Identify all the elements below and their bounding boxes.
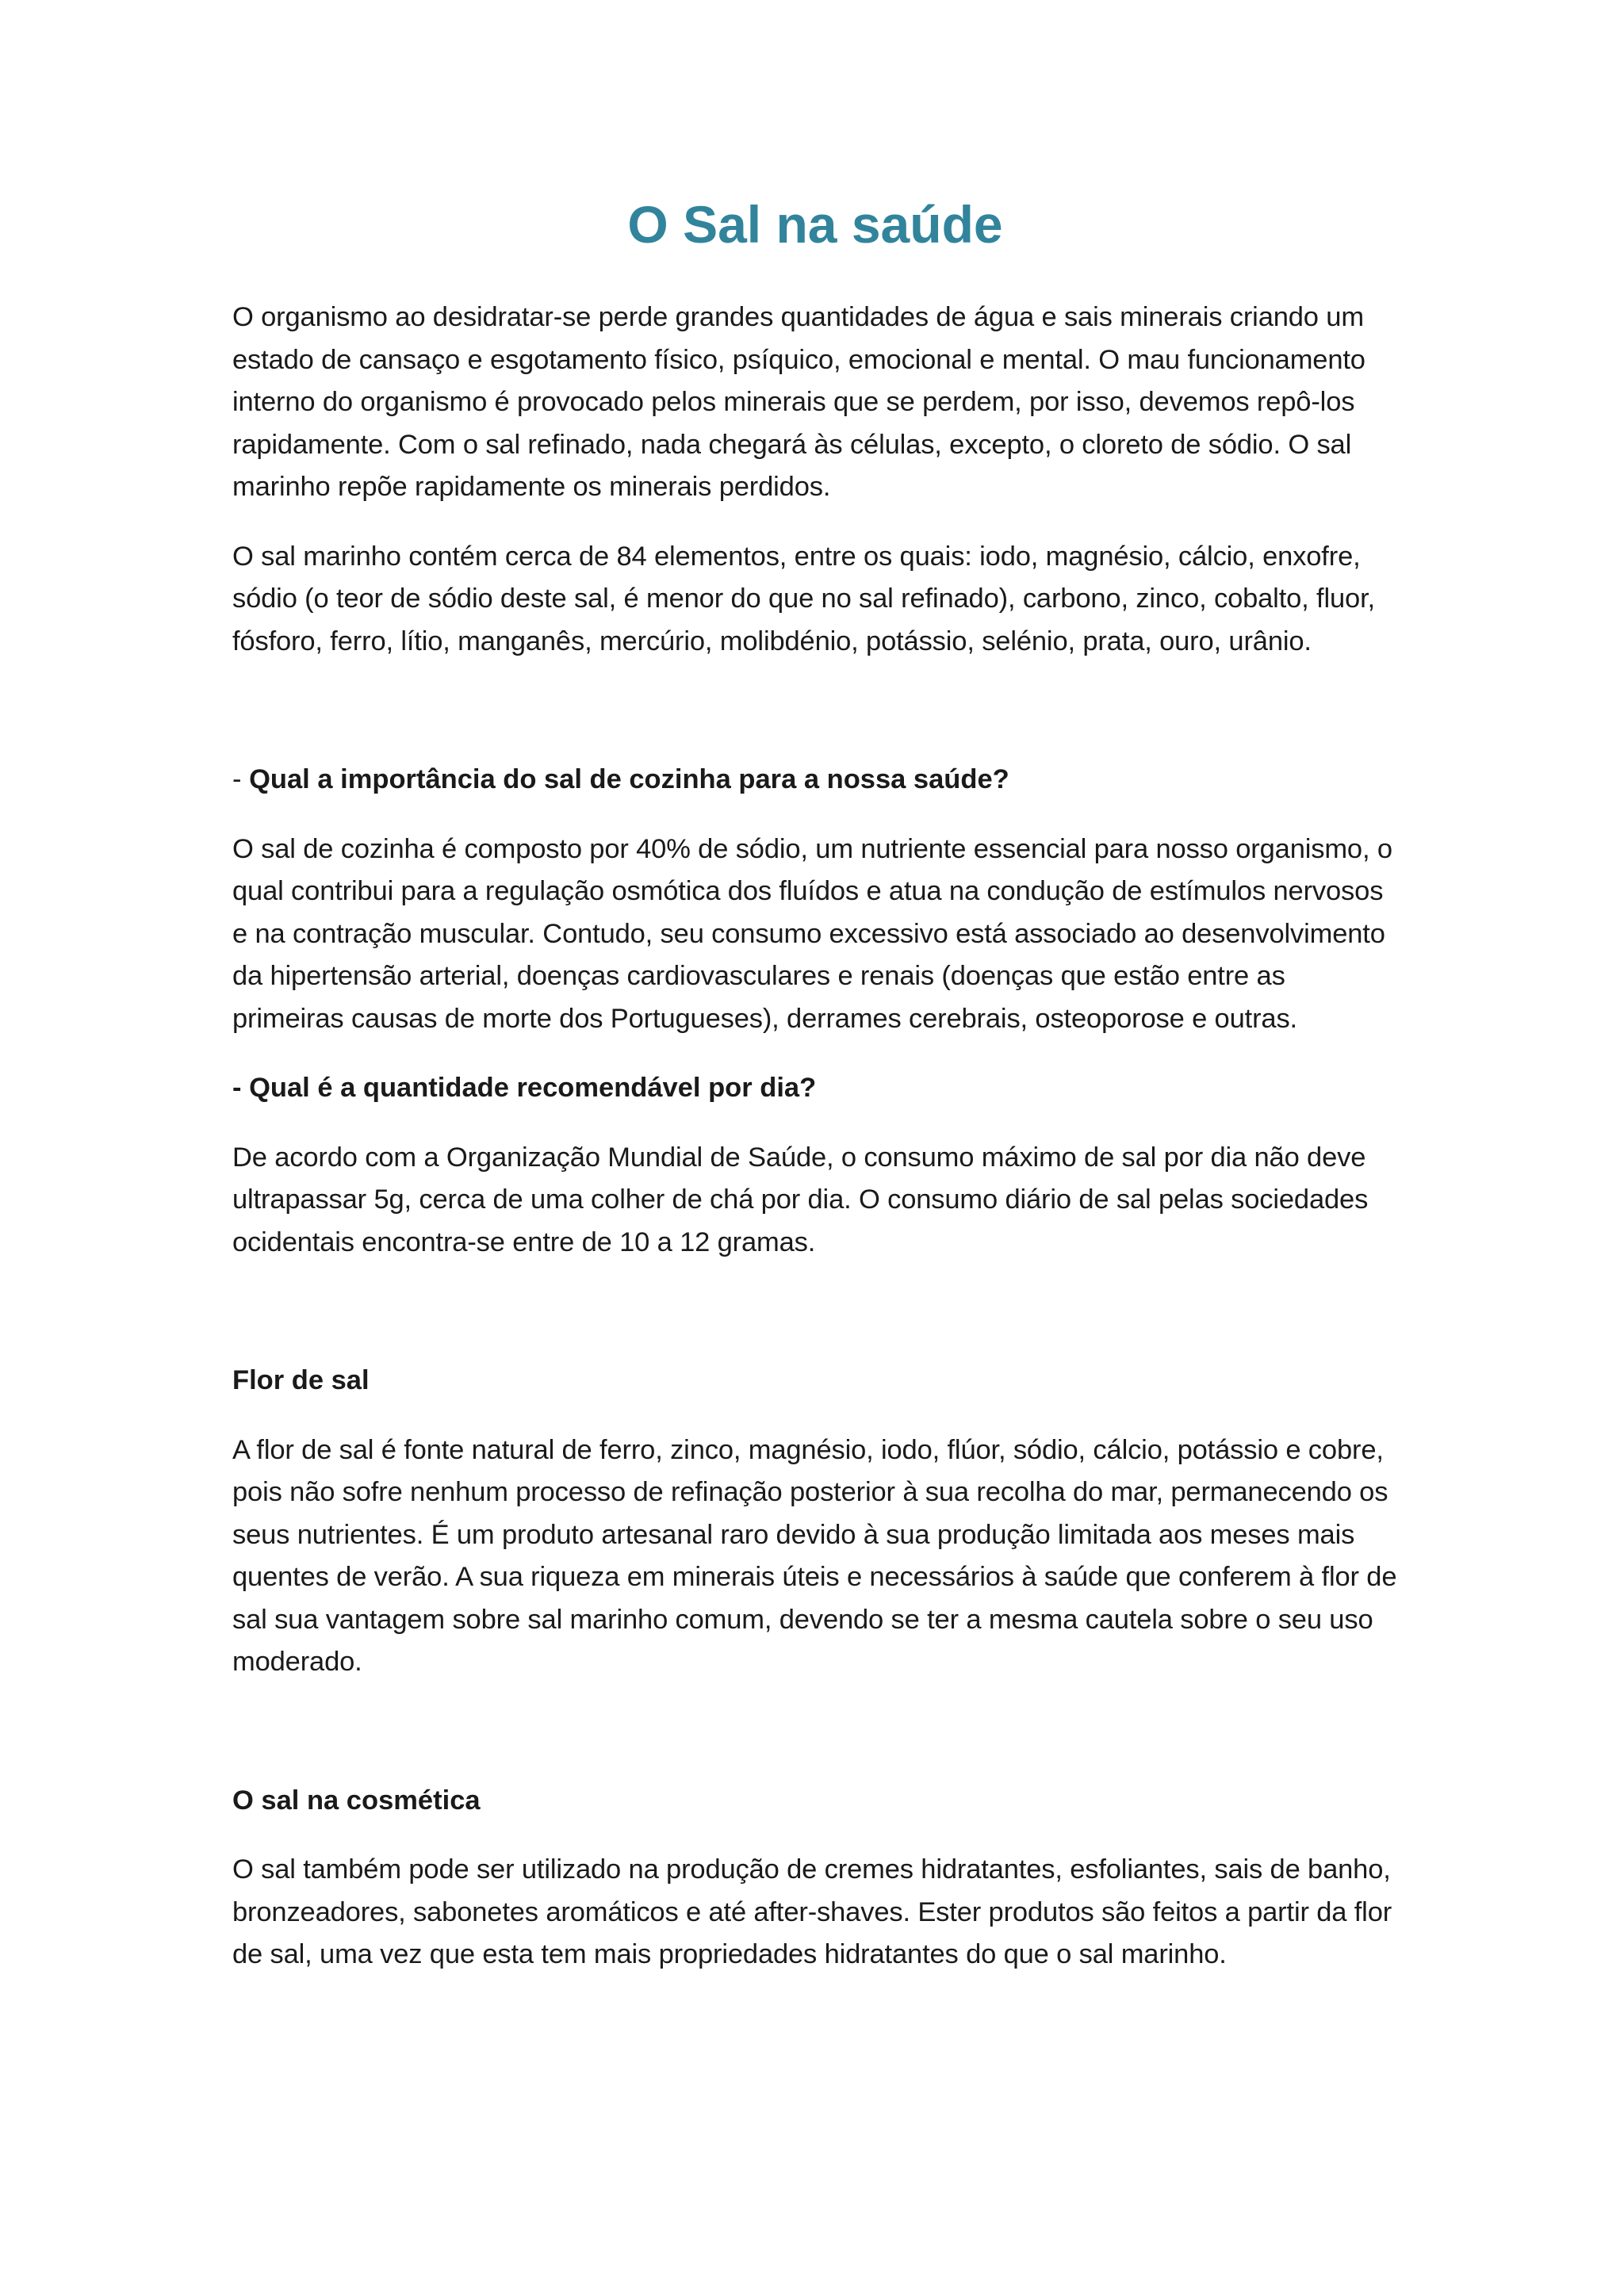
question-1-prefix: - bbox=[232, 764, 250, 794]
cosmetica-heading-text: O sal na cosmética bbox=[232, 1785, 481, 1816]
question-2-heading bbox=[232, 1067, 1398, 1110]
document-page bbox=[232, 190, 1398, 2003]
question-1-heading bbox=[232, 759, 1398, 802]
question-2-answer: De acordo com a Organização Mundial de Saúde, o consumo máximo de sal por dia não deve ultrapassar 5g, cerca de uma colher de chá por dia. O consumo diário de sal pelas sociedades ocidentais encontra-se entre de 10 a 12 gramas. bbox=[232, 1142, 1369, 1257]
section-gap bbox=[232, 690, 1398, 759]
flor-de-sal-heading bbox=[232, 1360, 1398, 1402]
intro-paragraph-1: O organismo ao desidratar-se perde grandes quantidades de água e sais minerais criando um estado de cansaço e esgotamento físico, psíquico, emocional e mental. O mau funcionamento interno do organismo é provocado pelos minerais que se perdem, por isso, devemos repô-los rapidamente. Com o sal refinado, nada chegará às células, excepto, o cloreto de sódio. O sal marinho repõe rapidamente os minerais perdidos. bbox=[232, 302, 1365, 502]
flor-de-sal-heading-text: Flor de sal bbox=[232, 1365, 370, 1395]
cosmetica-paragraph: O sal também pode ser utilizado na produção de cremes hidratantes, esfoliantes, sais de banho, bronzeadores, sabonetes aromáticos e até after-shaves. Ester produtos são feitos a partir da flor de sal, uma vez que esta tem mais propriedades hidratantes do que o sal marinho. bbox=[232, 1854, 1392, 1969]
cosmetica-heading bbox=[232, 1780, 1398, 1823]
section-gap bbox=[232, 1291, 1398, 1360]
page-title: O Sal na saúde bbox=[627, 195, 1003, 254]
flor-de-sal-paragraph: A flor de sal é fonte natural de ferro, zinco, magnésio, iodo, flúor, sódio, cálcio, potássio e cobre, pois não sofre nenhum processo de refinação posterior à sua recolha do mar, permanecendo os seus nutrientes. É um produto artesanal raro devido à sua produção limitada aos meses mais quentes de verão. A sua riqueza em minerais úteis e necessários à saúde que conferem à flor de sal sua vantagem sobre sal marinho comum, devendo se ter a mesma cautela sobre o seu uso moderado. bbox=[232, 1434, 1397, 1677]
section-gap bbox=[232, 1711, 1398, 1780]
question-1-text: Qual a importância do sal de cozinha para a nossa saúde? bbox=[249, 764, 1009, 794]
question-2-text: - Qual é a quantidade recomendável por dia? bbox=[232, 1073, 817, 1103]
intro-paragraph-2: O sal marinho contém cerca de 84 elementos, entre os quais: iodo, magnésio, cálcio, enxofre, sódio (o teor de sódio deste sal, é menor do que no sal refinado), carbono, zinco, cobalto, fluor, fósforo, ferro, lítio, manganês, mercúrio, molibdénio, potássio, selénio, prata, ouro, urânio. bbox=[232, 541, 1375, 656]
question-1-answer: O sal de cozinha é composto por 40% de sódio, um nutriente essencial para nosso organismo, o qual contribui para a regulação osmótica dos fluídos e atua na condução de estímulos nervosos e na contração muscular. Contudo, seu consumo excessivo está associado ao desenvolvimento da hipertensão arterial, doenças cardiovasculares e renais (doenças que estão entre as primeiras causas de morte dos Portugueses), derrames cerebrais, osteoporose e outras. bbox=[232, 833, 1392, 1034]
